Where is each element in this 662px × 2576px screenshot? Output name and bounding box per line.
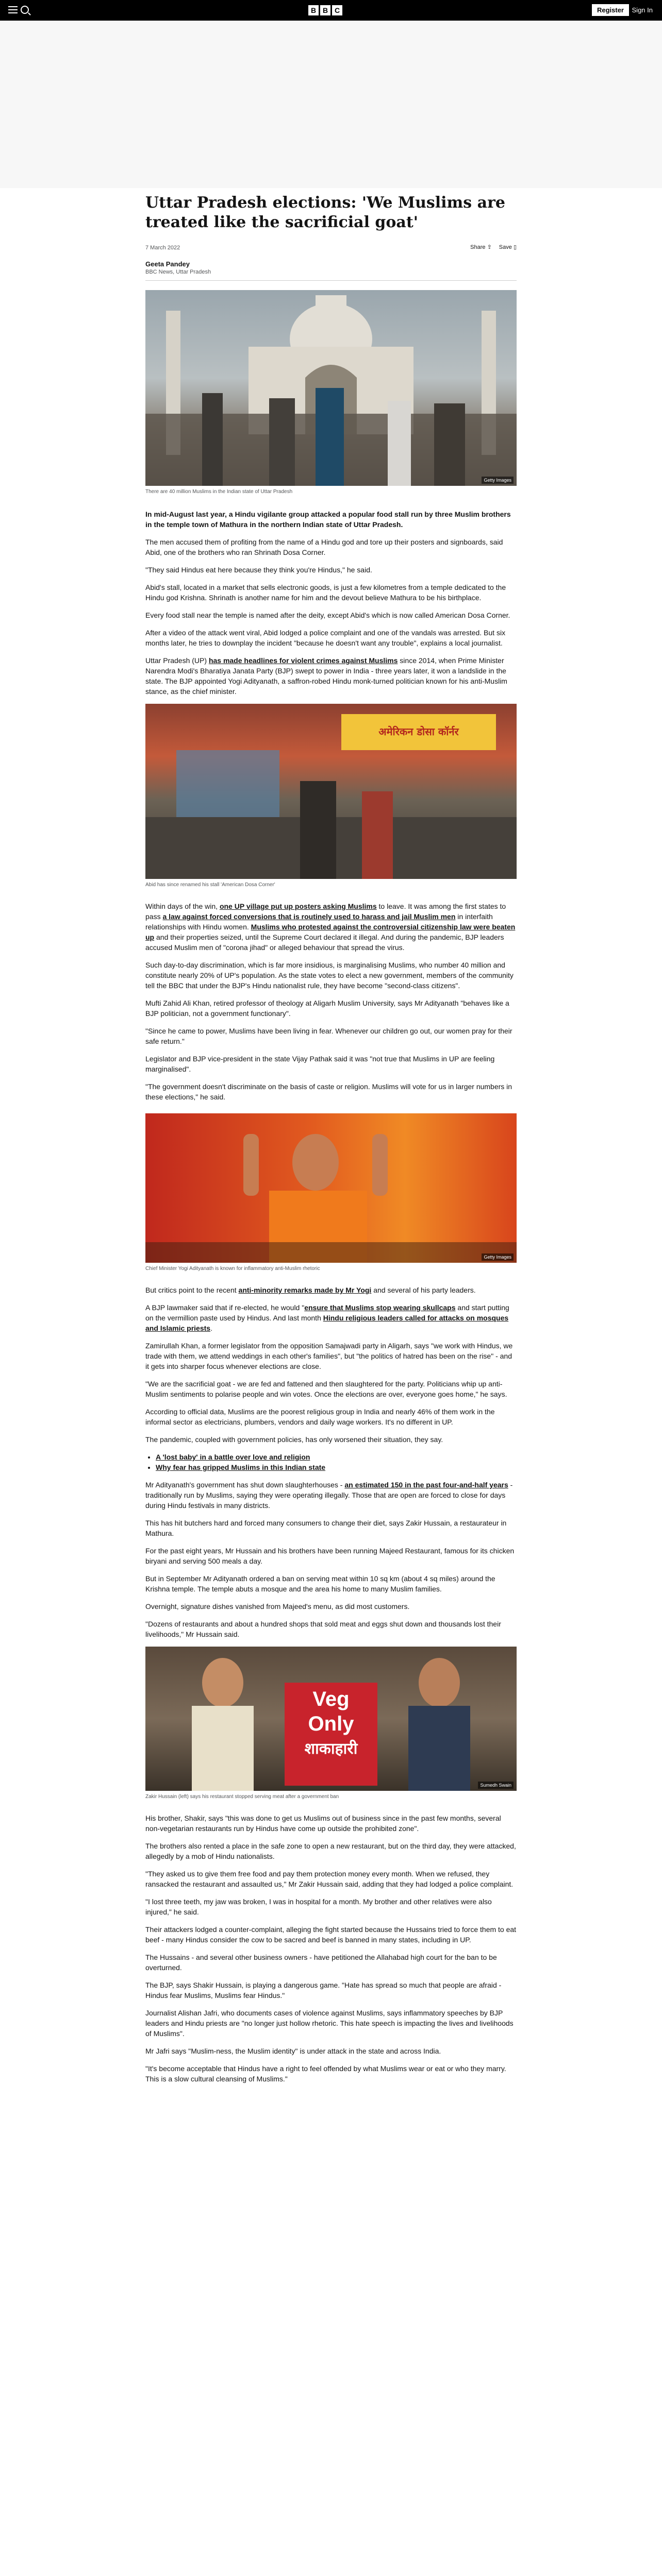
related-link[interactable]: • Why fear has gripped Muslims in this Indian state [156, 1462, 517, 1472]
inline-link[interactable]: a law against forced conversions that is routinely used to harass and jail Muslim men [162, 912, 456, 921]
article-title: Uttar Pradesh elections: 'We Muslims are treated like the sacrificial goat' [145, 194, 505, 231]
inline-link[interactable]: Muslims who protested against the controversial citizenship law were beaten up [145, 923, 516, 941]
photo-caption: Chief Minister Yogi Adityanath is known for inflammatory anti-Muslim rhetoric [145, 1266, 320, 1272]
paragraph: "Dozens of restaurants and about a hundred shops that sold meat and eggs shut down and thousands lost their livelihoods," Mr Hussain said. [145, 1620, 501, 1638]
bbc-logo[interactable] [308, 5, 342, 15]
rally-illustration [145, 1113, 517, 1263]
sign-line-1: Veg [312, 1688, 350, 1710]
paragraph: "The government doesn't discriminate on the basis of caste or religion. Muslims will vote for us in larger numbers in these elections," he said. [145, 1082, 512, 1101]
paragraph: His brother, Shakir, says "this was done to get us Muslims out of business since in the past few months, several non-vegetarian restaurants run by Hindus have come up outside the prohibited zone". [145, 1814, 501, 1833]
menu-icon[interactable] [8, 6, 18, 13]
save-label: Save [499, 244, 512, 250]
inline-link[interactable]: Hindu religious leaders called for attacks on mosques and Islamic priests [145, 1314, 509, 1332]
share-icon: ⇪ [487, 244, 492, 250]
text-run: Uttar Pradesh (UP) [145, 656, 209, 665]
text-run: and their properties seized, until the Supreme Court declared it illegal. And during the pandemic, BJP leaders accused Muslim men of "corona jihad" or alleged behaviour that spread the virus. [145, 933, 504, 952]
top-navigation-bar [0, 0, 662, 21]
veg-only-sign [285, 1683, 377, 1786]
article-meta [145, 245, 517, 260]
paragraph: The pandemic, coupled with government policies, has only worsened their situation, they say. [145, 1435, 443, 1444]
bookmark-icon: ▯ [513, 244, 517, 250]
paragraph: Such day-to-day discrimination, which is far more insidious, is marginalising Muslims, who number 40 million and constitute nearly 20% of UP's population. As the state votes to elect a new government, members of the community tell the BBC that under the BJP's Hindu nationalist rule, they have become "second-class citizens". [145, 961, 514, 990]
taj-mahal-photo [145, 290, 517, 486]
share-button[interactable] [470, 244, 492, 250]
paragraph: "Since he came to power, Muslims have been living in fear. Whenever our children go out, our women pray for their safe return." [145, 1027, 512, 1045]
paragraph: According to official data, Muslims are the poorest religious group in India and nearly 46% of them work in the informal sector as electricians, plumbers, vendors and daily wage workers. It's no different in UP. [145, 1408, 495, 1426]
paragraph: This has hit butchers hard and forced many consumers to change their diet, says Zakir Hussain, a restaurateur in Mathura. [145, 1519, 507, 1537]
photo-credit: Sumedh Swain [478, 1782, 514, 1789]
paragraph: After a video of the attack went viral, Abid lodged a police complaint and one of the vandals was arrested. But six months later, he tries to downplay the incident "because he doesn't want any trouble", explains a local journalist. [145, 629, 506, 647]
paragraph [145, 655, 517, 697]
paragraph: "We are the sacrificial goat - we are fed and fattened and then slaughtered for the party. Politicians whip up anti-Muslim sentiments to polarise people and win votes. Once the elections are over, everyone goes home," he says. [145, 1380, 507, 1398]
paragraph: But in September Mr Adityanath ordered a ban on serving meat within 10 sq km (about 4 sq miles) around the Krishna temple. The temple abuts a mosque and the area his home to many Muslim families. [145, 1574, 495, 1593]
inline-link[interactable]: an estimated 150 in the past four-and-half years [344, 1481, 508, 1489]
paragraph: Mr Jafri says "Muslim-ness, the Muslim identity" is under attack in the state and across India. [145, 2047, 441, 2055]
text-run: . [210, 1324, 212, 1332]
paragraph: The Hussains - and several other business owners - have petitioned the Allahabad high court for the ban to be overturned. [145, 1953, 497, 1972]
share-save-group [470, 244, 517, 250]
paragraph: "They said Hindus eat here because they think you're Hindus," he said. [145, 566, 372, 574]
text-run: and several of his party leaders. [371, 1286, 476, 1294]
paragraph: Zamirullah Khan, a former legislator from the opposition Samajwadi party in Aligarh, says "we work with Hindus, we trade with them, we attend weddings in each other's families", but "the politics of hatred has been on the rise" - and it gets into sharper focus whenever elections are close. [145, 1342, 513, 1370]
logo-letter-b1: B [308, 5, 319, 15]
paragraph: "It's become acceptable that Hindus have a right to feel offended by what Muslims wear or eat or who they marry. This is a slow cultural cleansing of Muslims." [145, 2064, 506, 2083]
advertisement-area [0, 21, 662, 188]
paragraph: The brothers also rented a place in the safe zone to open a new restaurant, but on the third day, they were attacked, allegedly by a mob of Hindu nationalists. [145, 1842, 516, 1860]
taj-mahal-illustration [145, 290, 517, 486]
adityanath-photo [145, 1113, 517, 1263]
text-run: since 2014, when Prime Minister Narendra Modi's Bharatiya Janata Party (BJP) swept to power in India - three years later, it won a landslide in the state. The BJP appointed Yogi Adityanath, a saffron-robed Hindu monk-turned politician known for his anti-Muslim stance, as the chief minister. [145, 656, 507, 696]
paragraph: The men accused them of profiting from the name of a Hindu god and tore up their posters and signboards, said Abid, one of the brothers who ran Shrinath Dosa Corner. [145, 538, 503, 556]
text-run: Within days of the win, [145, 902, 220, 910]
photo-credit: Getty Images [482, 1253, 514, 1261]
paragraph: Legislator and BJP vice-president in the state Vijay Pathak said it was "not true that Muslims in UP are feeling marginalised". [145, 1055, 495, 1073]
related-links-list [145, 1452, 517, 1472]
paragraph: Abid's stall, located in a market that sells electronic goods, is just a few kilometres from a temple dedicated to the Hindu god Krishna. Shrinath is another name for him and the devout believe Mathura to be his birthplace. [145, 583, 506, 602]
stall-signboard: अमेरिकन डोसा कॉर्नर [378, 725, 459, 738]
paragraph: For the past eight years, Mr Hussain and his brothers have been running Majeed Restaurant, famous for its chicken biryani and serving 500 meals a day. [145, 1547, 515, 1565]
share-label: Share [470, 244, 486, 250]
paragraph: Every food stall near the temple is named after the deity, except Abid's which is now called American Dosa Corner. [145, 611, 510, 619]
photo-caption: Abid has since renamed his stall 'American Dosa Corner' [145, 882, 275, 888]
inline-link[interactable]: one UP village put up posters asking Muslims [219, 902, 377, 910]
dosa-stall-photo [145, 704, 517, 879]
paragraph: Mufti Zahid Ali Khan, retired professor of theology at Aligarh Muslim University, says Mr Adityanath "behaves like a BJP politician, not a government functionary". [145, 999, 509, 1018]
inline-link[interactable]: ensure that Muslims stop wearing skullcaps [304, 1303, 456, 1312]
sign-line-2: Only [308, 1713, 354, 1735]
author-name: Geeta Pandey [145, 260, 190, 268]
search-icon[interactable] [21, 6, 29, 14]
paragraph: Their attackers lodged a counter-complaint, alleging the fight started because the Hussains tried to force them to eat beef - many Hindus consider the cow to be sacred and beef is banned in many states, including in UP. [145, 1925, 517, 1944]
text-run: Mr Adityanath's government has shut down slaughterhouses - [145, 1481, 345, 1489]
paragraph: "I lost three teeth, my jaw was broken, I was in hospital for a month. My brother and other relatives were also injured," he said. [145, 1897, 492, 1916]
sign-in-link[interactable]: Sign In [632, 6, 653, 14]
paragraph: The BJP, says Shakir Hussain, is playing a dangerous game. "Hate has spread so much that people are afraid - Hindus fear Muslims, Muslims fear Hindus." [145, 1981, 502, 1999]
author-role: BBC News, Uttar Pradesh [145, 269, 211, 275]
text-run: - traditionally run by Muslims, saying they were operating illegally. Those that are open are forced to close for days during Hindu festivals in many districts. [145, 1481, 513, 1510]
paragraph [145, 901, 517, 953]
sign-line-3: शाकाहारी [304, 1740, 358, 1758]
inline-link[interactable]: has made headlines for violent crimes against Muslims [208, 656, 398, 665]
photo-caption: There are 40 million Muslims in the Indian state of Uttar Pradesh [145, 489, 293, 495]
text-run: A BJP lawmaker said that if re-elected, he would " [145, 1303, 305, 1312]
logo-letter-b2: B [320, 5, 330, 15]
paragraph [145, 1302, 517, 1333]
paragraph: Overnight, signature dishes vanished from Majeed's menu, as did most customers. [145, 1602, 410, 1611]
paragraph: Journalist Alishan Jafri, who documents cases of violence against Muslims, says inflammatory speeches by BJP leaders and Hindu priests are "no longer just hollow rhetoric. This hate speech is impacting the lives and livelihoods of Muslims". [145, 2009, 514, 2038]
related-link[interactable]: • A 'lost baby' in a battle over love and religion [156, 1452, 517, 1462]
photo-caption: Zakir Hussain (left) says his restaurant stopped serving meat after a government ban [145, 1794, 339, 1800]
inline-link[interactable]: anti-minority remarks made by Mr Yogi [238, 1286, 372, 1294]
text-run: in interfaith relationships with Hindu women. [145, 912, 493, 931]
paragraph: "They asked us to give them free food and pay them protection money every month. When we refused, they ransacked the restaurant and assaulted us," Mr Zakir Hussain said, adding that they had lodged a police complaint. [145, 1870, 514, 1888]
save-button[interactable] [499, 244, 517, 250]
divider [145, 280, 517, 281]
paragraph [145, 1480, 517, 1511]
text-run: and start putting on the vermillion paste used by Hindus. And last month [145, 1303, 509, 1322]
article-lede: In mid-August last year, a Hindu vigilante group attacked a popular food stall run by three Muslim brothers in the temple town of Mathura in the northern Indian state of Uttar Pradesh. [145, 510, 511, 529]
article-date: 7 March 2022 [145, 245, 180, 251]
photo-credit: Getty Images [482, 477, 514, 484]
text-run: But critics point to the recent [145, 1286, 239, 1294]
hussain-brothers-photo [145, 1647, 517, 1791]
logo-letter-c: C [332, 5, 342, 15]
article-body [145, 193, 517, 2091]
paragraph [145, 1285, 517, 1295]
text-run: to leave. It was among the first states to pass [145, 902, 506, 921]
register-button[interactable]: Register [592, 4, 629, 16]
